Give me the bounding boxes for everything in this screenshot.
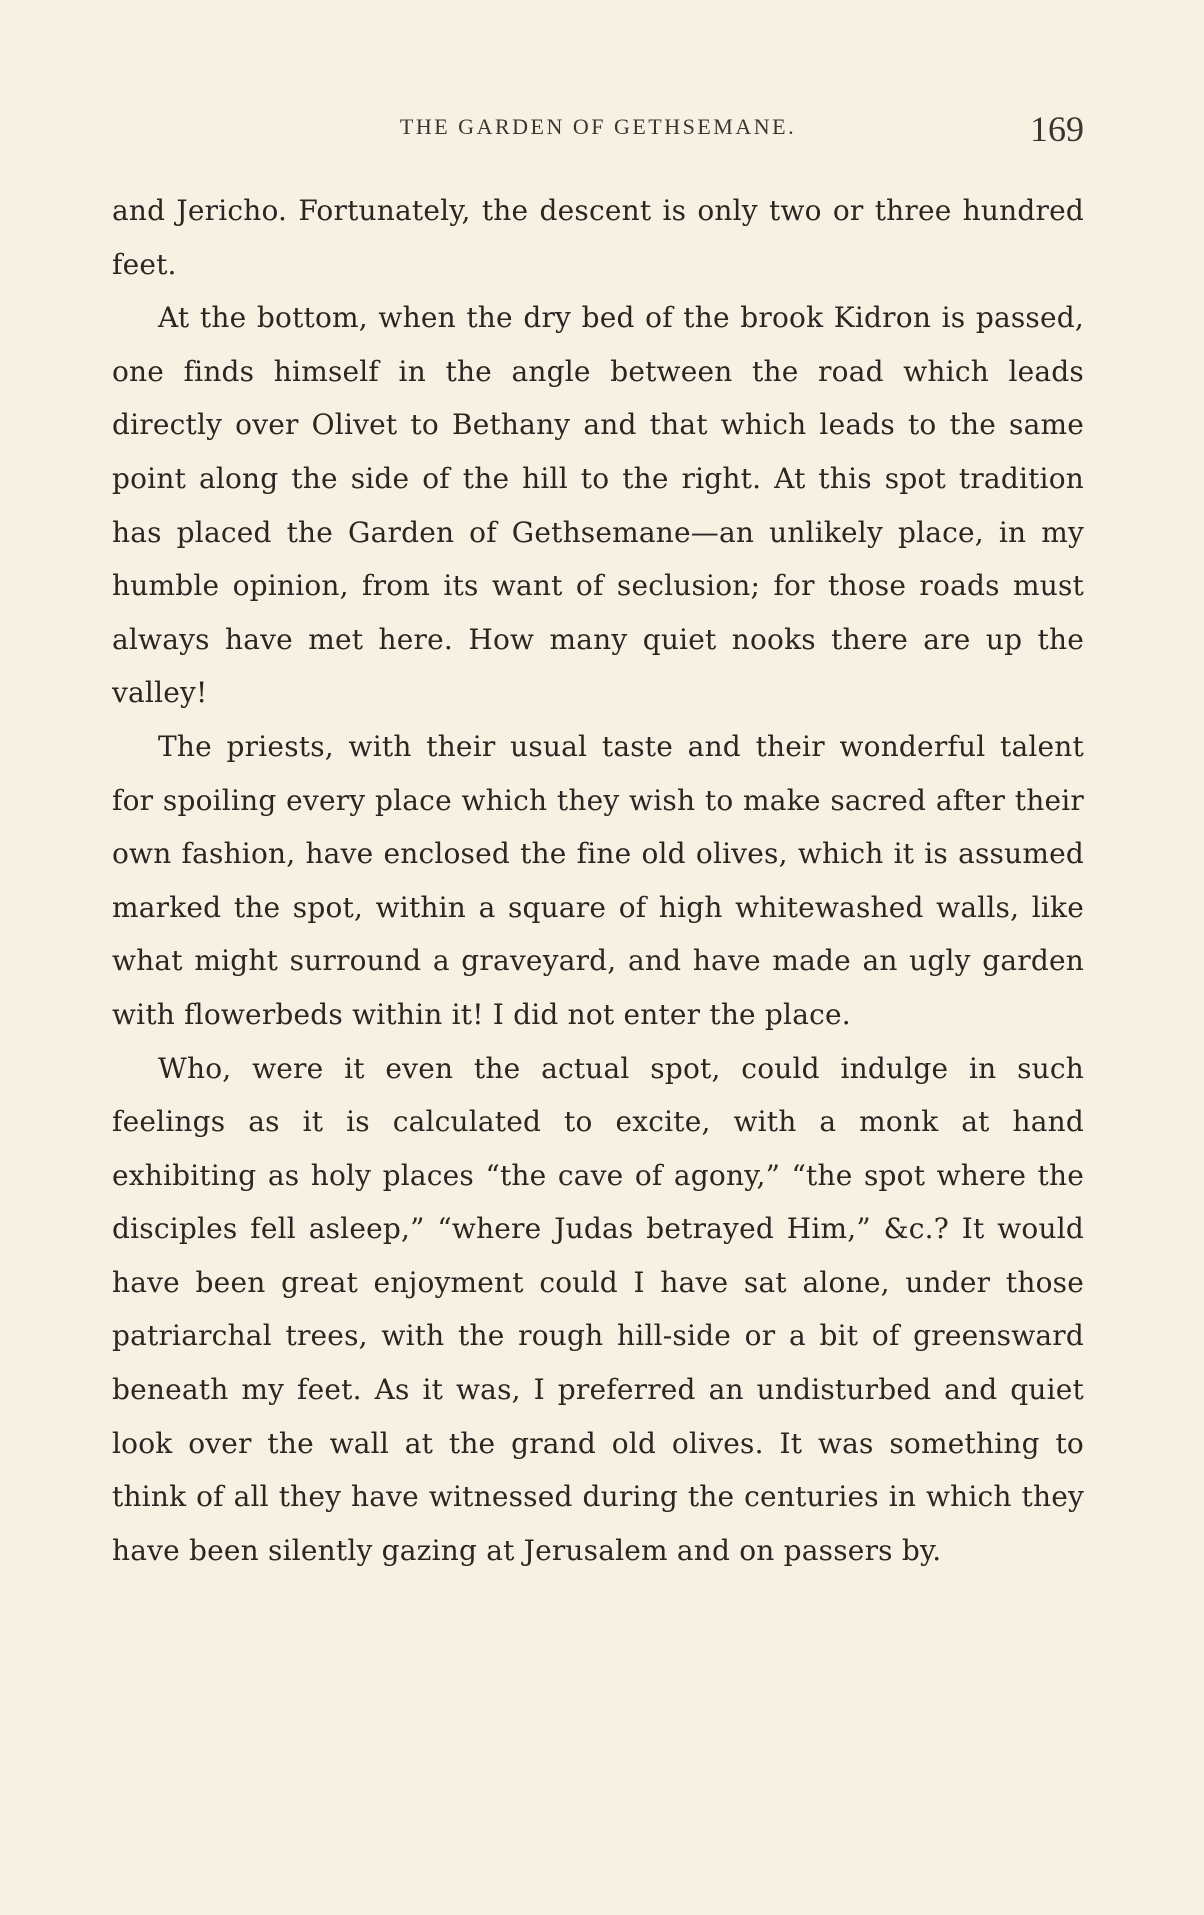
running-head: [112, 108, 1084, 156]
paragraph-priests: The priests, with their usual taste and their wonderful talent for spoiling every place which they wish to make sacred after their own fashion, have enclosed the fine old olives, which it is assumed marked the spot, within a square of high whitewashed walls, like what might surround a graveyard, and have made an ugly garden with flowerbeds within it! I did not enter the place.: [112, 729, 1084, 1031]
running-title: THE GARDEN OF GETHSEMANE.: [399, 114, 797, 139]
paragraph-actual-spot: Who, were it even the actual spot, could indulge in such feelings as it is calculated to excite, with a monk at hand exhibiting as holy places “the cave of agony,” “the spot where the disciples fell asleep,” “where Judas betrayed Him,” &c.? It would have been great enjoyment could I have sat alone, under those patriarchal trees, with the rough hill-side or a bit of greensward beneath my feet. As it was, I preferred an undisturbed and quiet look over the wall at the grand old olives. It was something to think of all they have witnessed during the centuries in which they have been silently gazing at Jerusalem and on passers by.: [112, 1051, 1084, 1567]
paragraph-continuation: and Jericho. Fortunately, the descent is only two or three hundred feet.: [112, 194, 1084, 281]
page-number: 169: [1030, 109, 1084, 149]
paragraph-kidron: At the bottom, when the dry bed of the brook Kidron is passed, one finds himself in the angle between the road which leads directly over Olivet to Bethany and that which leads to the same point along the side of the hill to the right. At this spot tradition has placed the Garden of Gethsemane—an unlikely place, in my humble opinion, from its want of seclusion; for those roads must always have met here. How many quiet nooks there are up the valley!: [112, 301, 1084, 710]
body-text: [112, 184, 1084, 1577]
